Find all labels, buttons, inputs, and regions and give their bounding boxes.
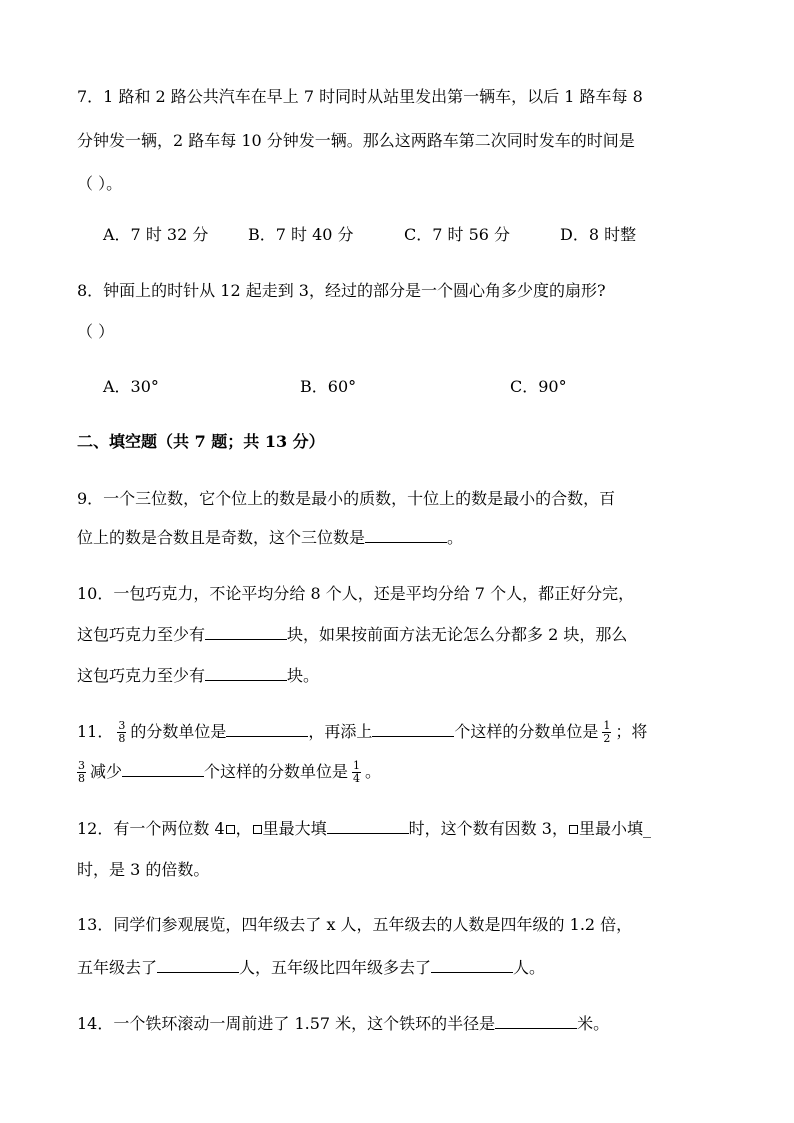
q11-text-a: 的分数单位是	[130, 722, 227, 741]
q7-option-d: D．8 时整	[560, 225, 637, 244]
q9-answer-blank[interactable]	[365, 526, 447, 543]
q13-line1: 13．同学们参观展览，四年级去了 x 人，五年级去的人数是四年级的 1.2 倍，	[77, 915, 633, 934]
q11-line2	[77, 758, 381, 786]
fraction-numerator: 1	[353, 759, 361, 772]
q11-prefix: 11．	[77, 722, 114, 741]
q14-text-b: 米。	[577, 1014, 610, 1033]
q10-line2-text-a: 这包巧克力至少有	[77, 625, 206, 644]
q14-answer-blank[interactable]	[495, 1012, 577, 1029]
q9-line2-end: 。	[447, 528, 464, 547]
q12-text-e: 里最小填_	[578, 819, 651, 838]
q13-line2-text-b: 人，五年级比四年级多去了	[239, 958, 432, 977]
q11-answer-blank-1[interactable]	[226, 720, 308, 737]
q8-option-c: C．90°	[510, 377, 567, 396]
q11-answer-blank-3[interactable]	[122, 760, 204, 777]
digit-box-icon	[253, 825, 262, 834]
fraction-numerator: 3	[118, 719, 126, 732]
q10-answer-blank-2[interactable]	[205, 664, 287, 681]
q10-answer-blank-1[interactable]	[205, 623, 287, 640]
fraction-numerator: 1	[603, 719, 611, 732]
section-2-title: 二、填空题（共 7 题；共 13 分）	[77, 432, 325, 451]
q10-line2	[77, 623, 627, 645]
fraction-numerator: 3	[78, 759, 85, 772]
q13-line2-text-c: 人。	[513, 958, 546, 977]
fraction-denominator: 2	[603, 732, 611, 745]
q13-line2	[77, 956, 545, 978]
q11-fraction-3-8-second	[77, 760, 86, 785]
q7-line1: 7．1 路和 2 路公共汽车在早上 7 时同时从站里发出第一辆车，以后 1 路车每 8	[77, 87, 643, 106]
q12-line1	[77, 817, 651, 839]
q7-option-c: C．7 时 56 分	[404, 225, 511, 244]
q7-option-b: B．7 时 40 分	[248, 225, 354, 244]
q11-text-d: ；将	[615, 722, 648, 741]
q11-text-c: 个这样的分数单位是	[454, 722, 599, 741]
digit-box-icon	[569, 825, 578, 834]
q12-text-d: 时，这个数有因数 3，	[408, 819, 568, 838]
q7-line2: 分钟发一辆，2 路车每 10 分钟发一辆。那么这两路车第二次同时发车的时间是	[77, 131, 635, 150]
q11-text-g: 。	[365, 762, 382, 781]
q12-answer-blank-1[interactable]	[327, 817, 409, 834]
q11-answer-blank-2[interactable]	[372, 720, 454, 737]
q14-line1	[77, 1012, 609, 1034]
q9-line2	[77, 526, 463, 548]
q14-text-a: 14．一个铁环滚动一周前进了 1.57 米，这个铁环的半径是	[77, 1014, 496, 1033]
digit-box-icon	[226, 825, 235, 834]
q13-answer-blank-1[interactable]	[157, 956, 239, 973]
q11-line1	[77, 718, 647, 746]
fraction-denominator: 8	[118, 732, 126, 745]
q11-text-e: 减少	[90, 762, 123, 781]
q11-fraction-3-8	[117, 720, 126, 745]
q11-fraction-1-2	[602, 720, 611, 745]
fraction-denominator: 8	[78, 772, 85, 785]
q12-text-a: 12．有一个两位数 4	[77, 819, 225, 838]
q7-option-a: A．7 时 32 分	[103, 225, 209, 244]
q10-line2-text-b: 块，如果按前面方法无论怎么分都多 2 块，那么	[287, 625, 628, 644]
q8-line1: 8．钟面上的时针从 12 起走到 3，经过的部分是一个圆心角多少度的扇形?	[77, 281, 606, 300]
q12-line2: 时，是 3 的倍数。	[77, 860, 210, 879]
q10-line3-text-b: 块。	[287, 666, 320, 685]
q10-line3	[77, 664, 319, 686]
q7-line3: （ ）。	[77, 174, 123, 193]
q9-line2-text: 位上的数是合数且是奇数，这个三位数是	[77, 528, 366, 547]
q12-text-b: ，	[235, 819, 252, 838]
q12-text-c: 里最大填	[262, 819, 327, 838]
fraction-denominator: 4	[353, 772, 361, 785]
q13-line2-text-a: 五年级去了	[77, 958, 158, 977]
q13-answer-blank-2[interactable]	[431, 956, 513, 973]
q8-line2: （ ）	[77, 322, 115, 341]
q11-text-f: 个这样的分数单位是	[204, 762, 349, 781]
q9-line1: 9．一个三位数，它个位上的数是最小的质数，十位上的数是最小的合数，百	[77, 489, 616, 508]
q10-line3-text-a: 这包巧克力至少有	[77, 666, 206, 685]
q8-option-b: B．60°	[300, 377, 357, 396]
q10-line1: 10．一包巧克力，不论平均分给 8 个人，还是平均分给 7 个人，都正好分完，	[77, 584, 635, 603]
q11-fraction-1-4	[352, 760, 361, 785]
q11-text-b: ，再添上	[308, 722, 373, 741]
q8-option-a: A．30°	[103, 377, 159, 396]
